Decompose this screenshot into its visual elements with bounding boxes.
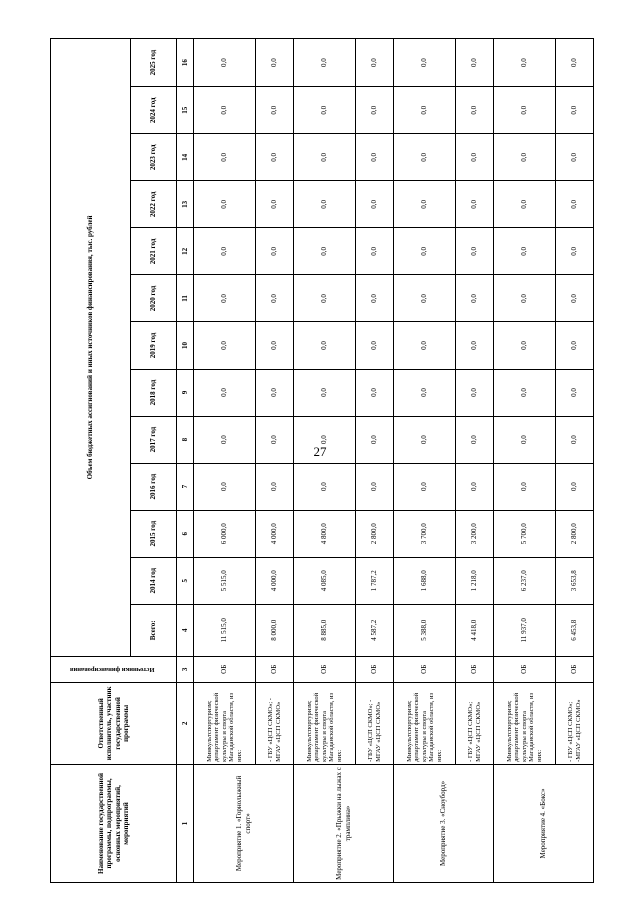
year-value-cell: 0,0 [356, 369, 394, 416]
header-year: 2021 год [131, 228, 177, 275]
header-year: 2014 год [131, 557, 177, 604]
year-value-cell: 4 085,0 [294, 557, 356, 604]
executor-cell: Минкультспортуризм; департамент физической культуры и спорта Магаданской области, из них: [294, 682, 356, 764]
year-value-cell: 0,0 [356, 228, 394, 275]
year-value-cell: 0,0 [256, 463, 294, 510]
year-value-cell: 0,0 [194, 416, 256, 463]
year-value-cell: 0,0 [294, 181, 356, 228]
year-value-cell: 0,0 [256, 134, 294, 181]
year-value-cell: 0,0 [256, 87, 294, 134]
year-value-cell: 0,0 [194, 87, 256, 134]
year-value-cell: 0,0 [356, 39, 394, 87]
table-row [556, 39, 594, 883]
executor-cell: Минкультспортуризм; департамент физической культуры и спорта Магаданской области, из них: [194, 682, 256, 764]
table-row [456, 39, 494, 883]
header-year: 2024 год [131, 87, 177, 134]
total-cell: 4 418,0 [456, 604, 494, 656]
year-value-cell: 0,0 [294, 369, 356, 416]
measure-name: Мероприятие 3. «Сноуборд» [394, 764, 494, 882]
year-value-cell: 0,0 [494, 322, 556, 369]
header-total: Всего: [131, 604, 177, 656]
measure-name: Мероприятие 1. «Горнолыжный спорт» [194, 764, 294, 882]
column-number: 10 [177, 322, 194, 369]
year-value-cell: 0,0 [356, 275, 394, 322]
year-value-cell: 2 800,0 [356, 510, 394, 557]
year-value-cell: 0,0 [494, 463, 556, 510]
column-number: 8 [177, 416, 194, 463]
year-value-cell: 0,0 [556, 322, 594, 369]
year-value-cell: 0,0 [394, 228, 456, 275]
column-number: 11 [177, 275, 194, 322]
year-value-cell: 0,0 [556, 228, 594, 275]
year-value-cell: 0,0 [456, 322, 494, 369]
column-number: 12 [177, 228, 194, 275]
year-value-cell: 0,0 [456, 87, 494, 134]
year-value-cell: 0,0 [294, 416, 356, 463]
year-value-cell: 3 200,0 [456, 510, 494, 557]
column-number: 16 [177, 39, 194, 87]
measure-name: Мероприятие 4. «Бокс» [494, 764, 594, 882]
total-cell: 4 587,2 [356, 604, 394, 656]
year-value-cell: 6 237,0 [494, 557, 556, 604]
financing-table [50, 38, 594, 883]
year-value-cell: 0,0 [456, 275, 494, 322]
year-value-cell: 0,0 [256, 39, 294, 87]
year-value-cell: 5 700,0 [494, 510, 556, 557]
year-value-cell: 6 000,0 [194, 510, 256, 557]
year-value-cell: 0,0 [494, 87, 556, 134]
year-value-cell: 0,0 [356, 416, 394, 463]
year-value-cell: 0,0 [356, 134, 394, 181]
year-value-cell: 0,0 [456, 39, 494, 87]
year-value-cell: 0,0 [294, 87, 356, 134]
total-cell: 11 937,0 [494, 604, 556, 656]
year-value-cell: 0,0 [294, 275, 356, 322]
year-value-cell: 3 653,8 [556, 557, 594, 604]
source-cell: ОБ [494, 656, 556, 682]
column-number: 6 [177, 510, 194, 557]
year-value-cell: 0,0 [456, 228, 494, 275]
executor-cell: - ГБУ «ЦСП СКМО»; -МГАУ «ЦСП СКМО» [556, 682, 594, 764]
total-cell: 8 885,0 [294, 604, 356, 656]
year-value-cell: 0,0 [394, 369, 456, 416]
year-value-cell: 0,0 [556, 181, 594, 228]
year-value-cell: 0,0 [556, 463, 594, 510]
measure-name: Мероприятие 2. «Прыжки на лыжах с трамплина» [294, 764, 394, 882]
table-row [394, 39, 456, 883]
table-row [494, 39, 556, 883]
total-cell: 6 453,8 [556, 604, 594, 656]
year-value-cell: 0,0 [394, 39, 456, 87]
year-value-cell: 0,0 [294, 322, 356, 369]
source-cell: ОБ [356, 656, 394, 682]
header-year: 2023 год [131, 134, 177, 181]
year-value-cell: 0,0 [556, 87, 594, 134]
column-number: 3 [177, 656, 194, 682]
year-value-cell: 0,0 [494, 181, 556, 228]
executor-cell: - ГБУ «ЦСП СКМО»; МГАУ «ЦСП СКМО» [456, 682, 494, 764]
table-row [256, 39, 294, 883]
header-year: 2020 год [131, 275, 177, 322]
year-value-cell: 0,0 [194, 322, 256, 369]
year-value-cell: 0,0 [456, 181, 494, 228]
year-value-cell: 1 218,0 [456, 557, 494, 604]
header-year: 2015 год [131, 510, 177, 557]
year-value-cell: 0,0 [356, 181, 394, 228]
year-value-cell: 0,0 [256, 369, 294, 416]
table-row [294, 39, 356, 883]
year-value-cell: 3 700,0 [394, 510, 456, 557]
year-value-cell: 0,0 [256, 228, 294, 275]
year-value-cell: 0,0 [356, 87, 394, 134]
total-cell: 5 388,0 [394, 604, 456, 656]
total-cell: 11 515,0 [194, 604, 256, 656]
source-cell: ОБ [194, 656, 256, 682]
year-value-cell: 0,0 [294, 134, 356, 181]
year-value-cell: 0,0 [294, 39, 356, 87]
year-value-cell: 1 688,0 [394, 557, 456, 604]
table-row [194, 39, 256, 883]
year-value-cell: 0,0 [194, 134, 256, 181]
year-value-cell: 0,0 [494, 228, 556, 275]
source-cell: ОБ [294, 656, 356, 682]
year-value-cell: 0,0 [456, 369, 494, 416]
column-number: 13 [177, 181, 194, 228]
year-value-cell: 0,0 [394, 322, 456, 369]
year-value-cell: 0,0 [556, 416, 594, 463]
year-value-cell: 0,0 [494, 369, 556, 416]
rotated-table-container [50, 38, 590, 883]
year-value-cell: 0,0 [256, 416, 294, 463]
year-value-cell: 0,0 [556, 134, 594, 181]
executor-cell: - ГБУ «ЦСП СКМО»; - МГАУ «ЦСП СКМО» [256, 682, 294, 764]
header-source-text: Источники финансирования [70, 666, 155, 674]
year-value-cell: 0,0 [256, 181, 294, 228]
page-number: 27 [313, 444, 327, 459]
year-value-cell: 0,0 [494, 134, 556, 181]
header-executor: Ответственный исполнитель, участник государственной программы [51, 682, 177, 764]
year-value-cell: 0,0 [194, 369, 256, 416]
year-value-cell: 0,0 [394, 275, 456, 322]
year-value-cell: 0,0 [394, 463, 456, 510]
source-cell: ОБ [394, 656, 456, 682]
year-value-cell: 0,0 [494, 275, 556, 322]
year-value-cell: 0,0 [294, 228, 356, 275]
column-number: 9 [177, 369, 194, 416]
year-value-cell: 1 787,2 [356, 557, 394, 604]
year-value-cell: 0,0 [194, 463, 256, 510]
header-year: 2025 год [131, 39, 177, 87]
header-year: 2018 год [131, 369, 177, 416]
year-value-cell: 0,0 [394, 87, 456, 134]
header-year: 2017 год [131, 416, 177, 463]
header-year: 2019 год [131, 322, 177, 369]
year-value-cell: 0,0 [456, 134, 494, 181]
year-value-cell: 0,0 [356, 322, 394, 369]
executor-cell: -ГБУ «ЦСП СКМО»; - МГАУ «ЦСП СКМО» [356, 682, 394, 764]
year-value-cell: 0,0 [456, 463, 494, 510]
header-source [51, 656, 177, 682]
year-value-cell: 0,0 [356, 463, 394, 510]
year-value-cell: 0,0 [556, 369, 594, 416]
total-cell: 8 000,0 [256, 604, 294, 656]
year-value-cell: 0,0 [494, 39, 556, 87]
column-number: 7 [177, 463, 194, 510]
year-value-cell: 0,0 [556, 275, 594, 322]
year-value-cell: 0,0 [194, 39, 256, 87]
year-value-cell: 0,0 [294, 463, 356, 510]
year-value-cell: 5 515,0 [194, 557, 256, 604]
year-value-cell: 0,0 [194, 228, 256, 275]
source-cell: ОБ [556, 656, 594, 682]
year-value-cell: 0,0 [394, 181, 456, 228]
header-funding: Объем бюджетных ассигнований и иных источников финансирования, тыс. рублей [51, 39, 131, 657]
table-row [356, 39, 394, 883]
year-value-cell: 4 800,0 [294, 510, 356, 557]
header-year: 2016 год [131, 463, 177, 510]
year-value-cell: 0,0 [194, 181, 256, 228]
year-value-cell: 4 000,0 [256, 557, 294, 604]
column-number: 14 [177, 134, 194, 181]
source-cell: ОБ [256, 656, 294, 682]
year-value-cell: 4 000,0 [256, 510, 294, 557]
column-number: 4 [177, 604, 194, 656]
column-number: 1 [177, 764, 194, 882]
column-number: 15 [177, 87, 194, 134]
year-value-cell: 0,0 [194, 275, 256, 322]
column-number: 5 [177, 557, 194, 604]
header-name: Наименование государственной программы, подпрограммы, основных мероприятий, мероприятий [51, 764, 177, 882]
year-value-cell: 0,0 [256, 322, 294, 369]
executor-cell: Минкультспортуризм; департамент физической культуры и спорта Магаданской области, из них: [494, 682, 556, 764]
year-value-cell: 0,0 [394, 416, 456, 463]
year-value-cell: 0,0 [556, 39, 594, 87]
header-year: 2022 год [131, 181, 177, 228]
source-cell: ОБ [456, 656, 494, 682]
year-value-cell: 0,0 [494, 416, 556, 463]
year-value-cell: 2 800,0 [556, 510, 594, 557]
executor-cell: Минкультспортуризм; департамент физической культуры и спорта Магаданской области, из них: [394, 682, 456, 764]
year-value-cell: 0,0 [256, 275, 294, 322]
year-value-cell: 0,0 [394, 134, 456, 181]
column-number: 2 [177, 682, 194, 764]
year-value-cell: 0,0 [456, 416, 494, 463]
